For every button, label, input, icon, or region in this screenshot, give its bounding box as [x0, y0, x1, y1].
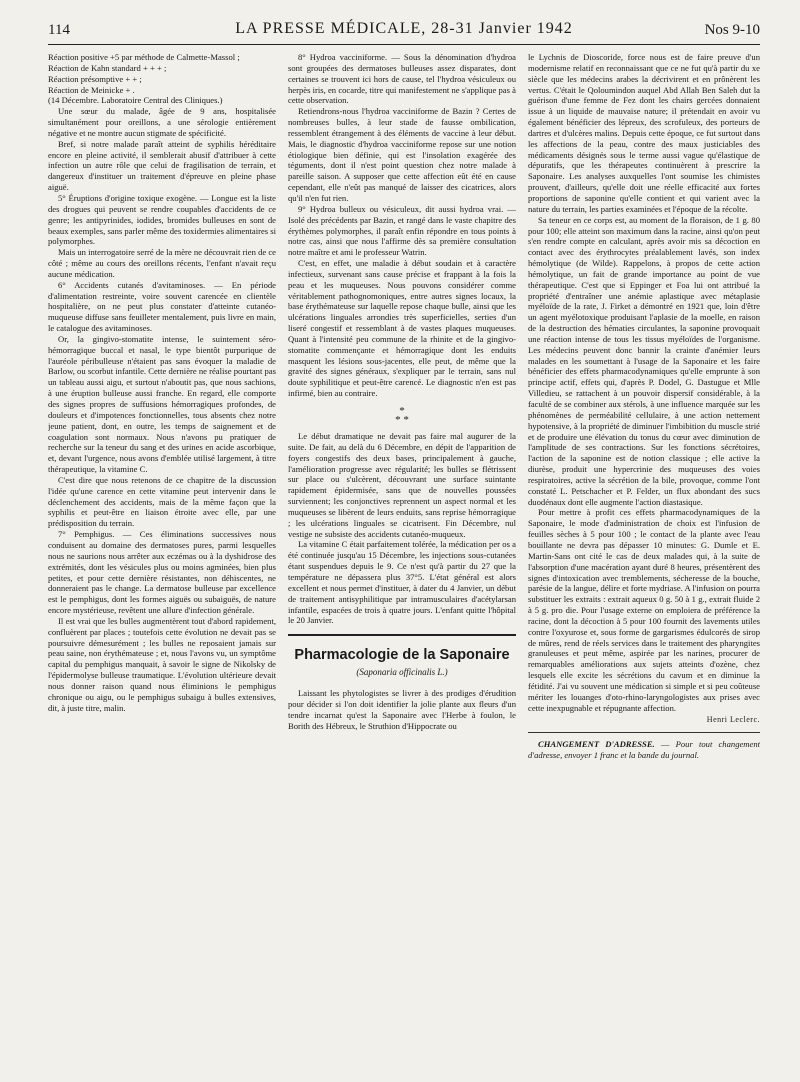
paragraph: Sa teneur en ce corps est, au moment de la floraison, de 1 g. 80 pour 100; elle atteint son maximum dans la racine, ainsi qu'on peut s'en rendre compte en calculant, après avoir mis sa décoction en contact avec des érythrocytes préalablement lavés, son index hémolytique (de Wilde). Rappelons, à propos de cette action hémolytique, un fait de grande importance au point de vue thérapeutique. C'est que si Eppinger et Foa lui ont attribué la propriété d'entraîner une anémie aplastique avec métaplasie myéloïde de la rate, J. Firket a démontré en 1921 que, loin d'être un agent myélotoxique produisant l'aplasie de la moelle, en raison de la destruction des hématies circulantes, la saponine provoquait une réaction intense de tous les tissus myéloïdes de l'organisme. Les médecins peuvent donc bannir la crainte d'anémier leurs malades en les soumettant à l'usage de la Saponaire et les faire bénéficier des effets pharmacodynamiques qu'elle emprunte à son principe actif, effets qui, d'après P. Dodel, G. Dastugue et Mlle Villedieu, se rattachent à un pouvoir dispersif considérable, à la faculté de se combiner aux stérols, à une influence marquée sur les phénomènes de perméabilité cellulaire, à une action nettement hypotensive, à la propriété de diminuer l'imbibition du muscle strié et de produire une élévation du tonus du cœur avec diminution de l'amplitude de ses contractions. Sur les fonctions sécrétoires, l'action de la saponine est de notion classique ; elle active la diurèse, produit une hypercrinie des muqueuses des voies respiratoires, active la sécrétion de la bile, provoque, comme l'ont constaté L. Petschacher et P. Felder, un flux abondant des sucs duodénaux dont elle augmente l'action diastasique.	[528, 214, 760, 507]
section-title: Pharmacologie de la Saponaire	[294, 647, 510, 664]
divider	[288, 634, 516, 636]
paragraph: 9° Hydroa bulleux ou vésiculeux, dit aussi hydroa vrai. — Isolé des précédents par Bazin, et rangé dans le vaste chapitre des érythèmes polymorphes, il paraît enfin répondre en tous points à notre cas, ainsi que nous l'affirme dès sa première consultation notre maître et ami le professeur Watrin.	[288, 203, 516, 258]
paragraph: le Lychnis de Dioscoride, force nous est de faire preuve d'un modernisme relatif en reconnaissant que ce ne fut qu'à partir du xe siècle que les médecins arabes la décrivirent et en prônèrent les vertus. C'était le Qoloumindon auquel Abd Allah Ben Saleh dut la guérison d'une femme de Fez dont les chairs gercées donnaient issue à un liquide de mauvaise nature; il prétendait en avoir vu également bénéficier des lépreux, des scrofuleux, des porteurs de dartres et d'ulcères malins. Depuis cette époque, ce fut surtout dans les affections de la peau, contre des maux justiciables des médicaments désignés sous le terme aussi vague qu'élastique de dépuratifs, que les thérapeutes continuèrent à prescrire la Saponaire. Les analyses auxquelles l'ont soumise les chimistes prouvent, d'ailleurs, qu'elle doit une réelle efficacité aux fortes proportions de saponine qu'elle contient et qui varient avec la nature du terrain, les parties examinées et l'époque de la récolte.	[528, 52, 760, 214]
paragraph: Réaction de Meinicke + .	[48, 84, 135, 95]
paragraph: La vitamine C était parfaitement tolérée, la médication per os a été continuée jusqu'au 15 Décembre, les injections sous-cutanées étant suspendues depuis le 9. Ce n'est qu'à partir du 27 que la température ne dépassera plus 37°5. L'état général est alors excellent et nous permet d'instituer, à dater du 4 Janvier, un début de traitement antisyphilitique par intramusculaires d'acétylarsan infantile, espacées de trois à quatre jours. L'enfant quitte l'hôpital le 20 Janvier.	[288, 539, 516, 626]
paragraph: 7° Pemphigus. — Ces éliminations successives nous conduisent au domaine des dermatoses pures, parmi lesquelles nous ne saurions nous arrêter aux eczémas ou à la dyshidrose des extrémités, dont les vésicules plus ou moins agminées, bien plus petites, et pour cette dernière résistantes, non déhiscentes, ne donneraient pas le change. La dermatose bulleuse par excellence est le pemphigus, dont les formes aiguës ou subaiguës, de nature encore mystérieuse, revêtent une allure d'infection générale.	[48, 529, 276, 616]
paragraph: (14 Décembre. Laboratoire Central des Cliniques.)	[48, 95, 223, 106]
paragraph: Laissant les phytologistes se livrer à des prodiges d'érudition pour décider si l'on doit identifier la jolie plante aux fleurs d'un tendre incarnat qu'est la Saponaire avec l'Herbe à foulon, le Borith des Hébreux, le Struthion d'Hippocrate ou	[288, 688, 516, 731]
paragraph: C'est, en effet, une maladie à début soudain et à caractère infectieux, survenant sans cause précise et frappant à la fois la peau et les muqueuses. Nous pouvons considérer comme véritablement pathognomoniques, entre autres signes locaux, la base érythémateuse sur laquelle repose chaque bulle, ainsi que les ulcérations linguales arrondies très superficielles, serties d'un liseré congestif et ressemblant à de vastes plaques muqueuses. Quant à l'intensité peu commune de la rhinite et de la gingivo-stomatite commençante et hémorragique dont les enduits masquent les lésions sous-jacentes, elle peut, de même que la gravité des signes généraux, s'expliquer par le terrain, sans nul doute syphilitique et peut-être carencé. Le diagnostic n'en est pas infirmé, bien au contraire.	[288, 258, 516, 399]
paragraph: Pour mettre à profit ces effets pharmacodynamiques de la Saponaire, le mode d'administration de choix est l'infusion de feuilles sèches à 5 pour 100 ; le contact de la plante avec l'eau bouillante ne devra pas dépasser 10 minutes: G. Dumle et E. Martin-Sans ont cité le cas de deux malades qui, à la suite de l'absorption d'une macération ayant duré 8 heures, présentèrent des signes d'intoxication avec tremblements, sécheresse de la bouche, parésie de la langue, délire et forte mydriase. A l'infusion on pourra substituer les extraits : extrait aqueux 0 g. 50 à 1 g., extrait fluide 2 à 5 g. pro die. Pour l'usage externe on emploiera de préférence la racine, dont la décoction à 5 pour 100 fournit des lavements utiles contre l'oxyurose et, sous forme de gargarismes édulcorés de sirop de mûres, rend de réels services dans le traitement des pharyngites granuleuses et peut même, aspirée par les narines, procurer de remarquables améliorations aux sujets atteints d'ozène, chez lesquels elle excite les sécrétions du cavum et en diminue la fétidité. J'ai vu souvent une médication si simple et si peu coûteuse mériter les louanges d'oto-rhino-laryngologistes aux prises avec cette inexpugnable et répugnante affection.	[528, 507, 760, 713]
address-change-notice	[528, 739, 760, 761]
column-middle	[288, 52, 516, 1062]
divider	[528, 732, 760, 733]
paragraph: Réaction de Kahn standard + + + ;	[48, 62, 167, 73]
column-left	[48, 52, 276, 1062]
paragraph: Le début dramatique ne devait pas faire mal augurer de la suite. De fait, au delà du 6 Décembre, en dépit de l'apparition de foyers congestifs des deux bases, principalement à gauche, l'amélioration progresse avec régularité; les bulles se flétrissent sur place ou s'ulcèrent, découvrant une surface suintante rapidement épidermisée, sans que de nouvelles poussées surviennent; les conjonctives reprennent un aspect normal et les muqueuses se libèrent de leurs enduits, sans reprise hémorragique ; les ulcérations linguales se cicatrisent. Fin Décembre, nul vestige ne subsiste des accidents cutanéo-muqueux.	[288, 431, 516, 539]
page-header	[48, 20, 760, 45]
paragraph: Réaction positive +5 par méthode de Calmette-Massol ;	[48, 52, 240, 62]
page-number: 114	[48, 22, 70, 38]
issue-number: Nos 9-10	[704, 22, 760, 38]
column-right	[528, 52, 760, 1062]
paragraph: Retiendrons-nous l'hydroa vacciniforme de Bazin ? Certes de nombreuses bulles, à leur stade de fausse ombilication, ressemblent étrangement à des éléments de vaccine à leur début. Mais, le diagnostic d'hydroa vacciniforme repose sur une notion étiologique bien définie, qui est l'insolation exagérée des téguments, dont il n'est point question chez notre malade à pareille saison. A supposer que cette affection eût été en cause cependant, elle n'eût pas manqué de laisser des cicatrices, alors qu'il n'en fut rien.	[288, 106, 516, 203]
paragraph: C'est dire que nous retenons de ce chapitre de la discussion l'idée qu'une carence en cette vitamine peut intervenir dans le déclenchement des accidents, mais de la même façon que la syphilis et peut-être en liaison étroite avec elle, par une prédisposition du terrain.	[48, 474, 276, 529]
section-separator-stars: * * *	[395, 405, 409, 426]
journal-title: LA PRESSE MÉDICALE, 28-31 Janvier 1942	[235, 20, 573, 37]
paragraph: Mais un interrogatoire serré de la mère ne découvrait rien de ce côté ; même au cours des oreillons récents, l'enfant n'avait reçu aucune médication.	[48, 247, 276, 279]
notice-separator: —	[654, 739, 676, 750]
notice-body: Pour tout changement d'adresse, envoyer 1 franc et la bande du journal.	[528, 739, 760, 761]
paragraph: Il est vrai que les bulles augmentèrent tout d'abord rapidement, confluèrent par places ; toutefois cette évolution ne devait pas se poursuivre démesurément ; les bulles ne reposaient jamais sur peau saine, non érythémateuse ; et, nous l'avons vu, un symptôme capital du pemphigus manquait, à savoir le signe de Nikolsky de l'épidermolyse bulleuse traumatique. L'évolution ultérieure devait nous donner raison quand nous éliminions le pemphigus chronique ou aigu, ou le pemphigus subaigu à bulles extensives, dit, à juste titre, malin.	[48, 615, 276, 713]
paragraph: 6° Accidents cutanés d'avitaminoses. — En période d'alimentation restreinte, voire souvent carencée en clientèle hospitalière, on ne peut plus constater d'atteinte cutanéo-muqueuse diffuse sans feuilleter mentalement, puis livre en main, le catalogue des avitaminoses.	[48, 279, 276, 334]
paragraph: Or, la gingivo-stomatite intense, le suintement séro-hémorragique buccal et nasal, le type bientôt purpurique de l'auréole péribulleuse n'étaient pas sans évoquer la maladie de Barlow, ou scorbut infantile. Cette dernière ne réalise pourtant pas un tableau aussi aigu, et surtout n'aboutit pas, que nous sachions, à une éruption bulleuse aussi franche. En regard, elle comporte des signes propres de suffusions hémorragiques profondes, de douleurs et d'impotences fonctionnelles, tous absents chez notre jeune patient, dont, en outre, les temps de saignement et de coagulation sont normaux. Nous n'avons pu pratiquer de recherche sur la teneur du sang et des urines en acide ascorbique, et, devant l'urgence, nous avons d'emblée utilisé largement, à titre thérapeutique, la vitamine C.	[48, 333, 276, 475]
notice-title: CHANGEMENT D'ADRESSE.	[538, 739, 655, 750]
section-subtitle: (Saponaria officinalis L.)	[356, 667, 448, 678]
author-signature: Henri Leclerc.	[706, 715, 760, 725]
paragraph: 8° Hydroa vacciniforme. — Sous la dénomination d'hydroa sont groupées des dermatoses bulleuses assez disparates, dont certaines se trouvent ici hors de cause, tel l'hydroa vésiculeux ou herpès iris, en cocarde, titre qui manifestement ne s'applique pas à cette observation.	[288, 52, 516, 106]
paragraph: Réaction présomptive + + ;	[48, 73, 142, 84]
paragraph: 5° Éruptions d'origine toxique exogène. — Longue est la liste des drogues qui peuvent se rendre coupables d'accidents de ce genre; les antipyrinides, iodides, bromides bulleuses en sont de beaux exemples, sans parler même des toxidermies alimentaires si polymorphes.	[48, 192, 276, 247]
paragraph: Bref, si notre malade paraît atteint de syphilis héréditaire encore en pleine activité, il semblerait abusif d'attribuer à cette infection un autre rôle que celui de fragilisation de terrain, et dangereux d'instituer un traitement d'épreuve en pleine phase aiguë.	[48, 138, 276, 193]
paragraph: Une sœur du malade, âgée de 9 ans, hospitalisée simultanément pour oreillons, a une sérologie entièrement négative et ne montre aucun stigmate de spécificité.	[48, 106, 276, 138]
